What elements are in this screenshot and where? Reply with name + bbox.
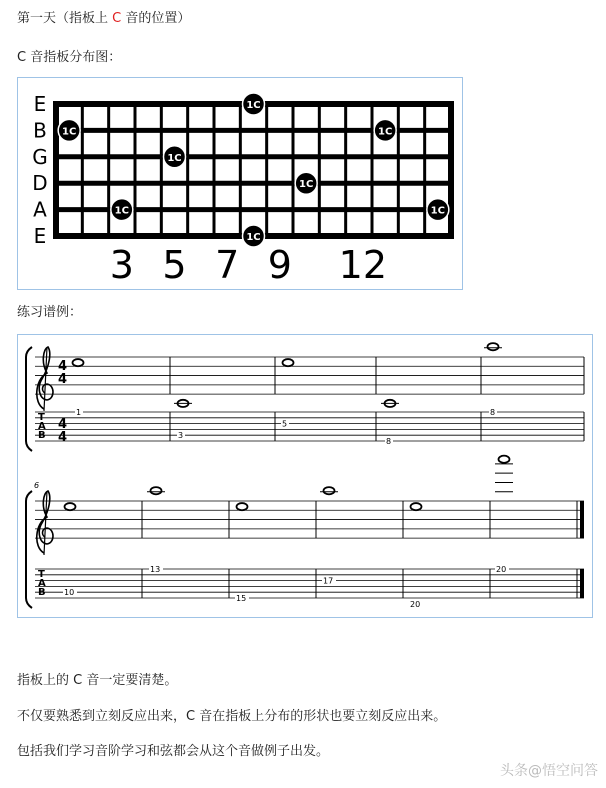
whole-note xyxy=(283,359,294,366)
string-labels xyxy=(32,92,48,248)
tab-clef-letter: A xyxy=(38,578,46,589)
tab-number: 8 xyxy=(490,408,496,417)
whole-note xyxy=(499,456,510,463)
paragraph-1: 指板上的 C 音一定要清楚。 xyxy=(17,673,178,688)
fret-number: 3 xyxy=(109,243,134,287)
fretboard-svg xyxy=(18,78,462,289)
time-signature-top: 4 xyxy=(58,359,68,374)
string-label: E xyxy=(33,92,47,116)
time-signature-bottom: 4 xyxy=(58,372,68,387)
paragraph-3: 包括我们学习音阶学习和弦都会从这个音做例子出发。 xyxy=(17,744,330,759)
note-marker-label: 1C xyxy=(246,100,261,111)
tab-clef-letter: A xyxy=(38,421,46,432)
tab-clef-letter: B xyxy=(38,430,46,441)
heading-note: C xyxy=(112,11,122,26)
fretboard-caption: C 音指板分布图： xyxy=(17,50,122,65)
page-heading: 第一天（指板上 C 音的位置） xyxy=(17,11,191,26)
string-label: G xyxy=(32,144,48,169)
final-thick-tab-barline xyxy=(580,569,584,598)
tab-number: 20 xyxy=(410,599,421,609)
tab-number: 1 xyxy=(76,408,82,417)
tab-time-top: 4 xyxy=(58,417,68,432)
system-bracket xyxy=(26,347,32,451)
tab-time-bottom: 4 xyxy=(58,430,68,445)
whole-note xyxy=(73,359,84,366)
note-marker-label: 1C xyxy=(167,152,182,164)
paragraph-2: 不仅要熟悉到立刻反应出来，C 音在指板上分布的形状也要立刻反应出来。 xyxy=(17,709,447,724)
whole-note xyxy=(65,503,76,510)
tab-clef-letter: B xyxy=(38,587,46,598)
note-marker-label: 1C xyxy=(430,205,445,217)
fret-number: 7 xyxy=(215,243,240,287)
tab-clef-letter: T xyxy=(38,569,45,580)
fret-number-labels xyxy=(110,243,387,287)
tab-number: 17 xyxy=(323,576,334,586)
tab-clef-letter: T xyxy=(38,412,45,423)
final-thick-barline xyxy=(580,501,584,538)
note-markers xyxy=(58,93,449,247)
watermark: 头条@悟空问答 xyxy=(500,763,598,779)
practice-score xyxy=(17,334,593,618)
score-system-1 xyxy=(26,343,584,451)
whole-note xyxy=(488,343,499,350)
note-marker-label: 1C xyxy=(299,179,314,191)
tab-number: 13 xyxy=(150,565,161,574)
system-bracket xyxy=(26,491,32,608)
score-svg xyxy=(18,335,592,617)
string-label: D xyxy=(32,171,48,196)
fretboard-diagram xyxy=(17,77,463,290)
fret-number: 5 xyxy=(162,243,187,287)
tab-number: 8 xyxy=(386,437,392,446)
practice-caption: 练习谱例： xyxy=(17,305,83,320)
fret-number: 9 xyxy=(267,243,292,287)
string-label: B xyxy=(33,118,47,143)
string-label: A xyxy=(33,197,47,222)
note-marker-label: 1C xyxy=(246,232,261,243)
note-marker-label: 1C xyxy=(378,126,393,138)
whole-note xyxy=(324,487,335,494)
whole-note xyxy=(411,503,422,510)
tab-number: 5 xyxy=(282,419,288,429)
whole-note xyxy=(151,487,162,494)
note-marker-label: 1C xyxy=(114,205,129,217)
measure-number: 6 xyxy=(34,481,40,490)
tab-number: 10 xyxy=(64,588,75,598)
tab-number: 20 xyxy=(496,565,507,574)
string-label: E xyxy=(33,224,47,248)
tab-number: 15 xyxy=(236,594,247,603)
whole-note xyxy=(237,503,248,510)
fret-number: 12 xyxy=(338,243,388,287)
tab-number: 3 xyxy=(178,431,184,441)
note-marker-label: 1C xyxy=(62,126,77,138)
score-system-2 xyxy=(26,456,584,609)
